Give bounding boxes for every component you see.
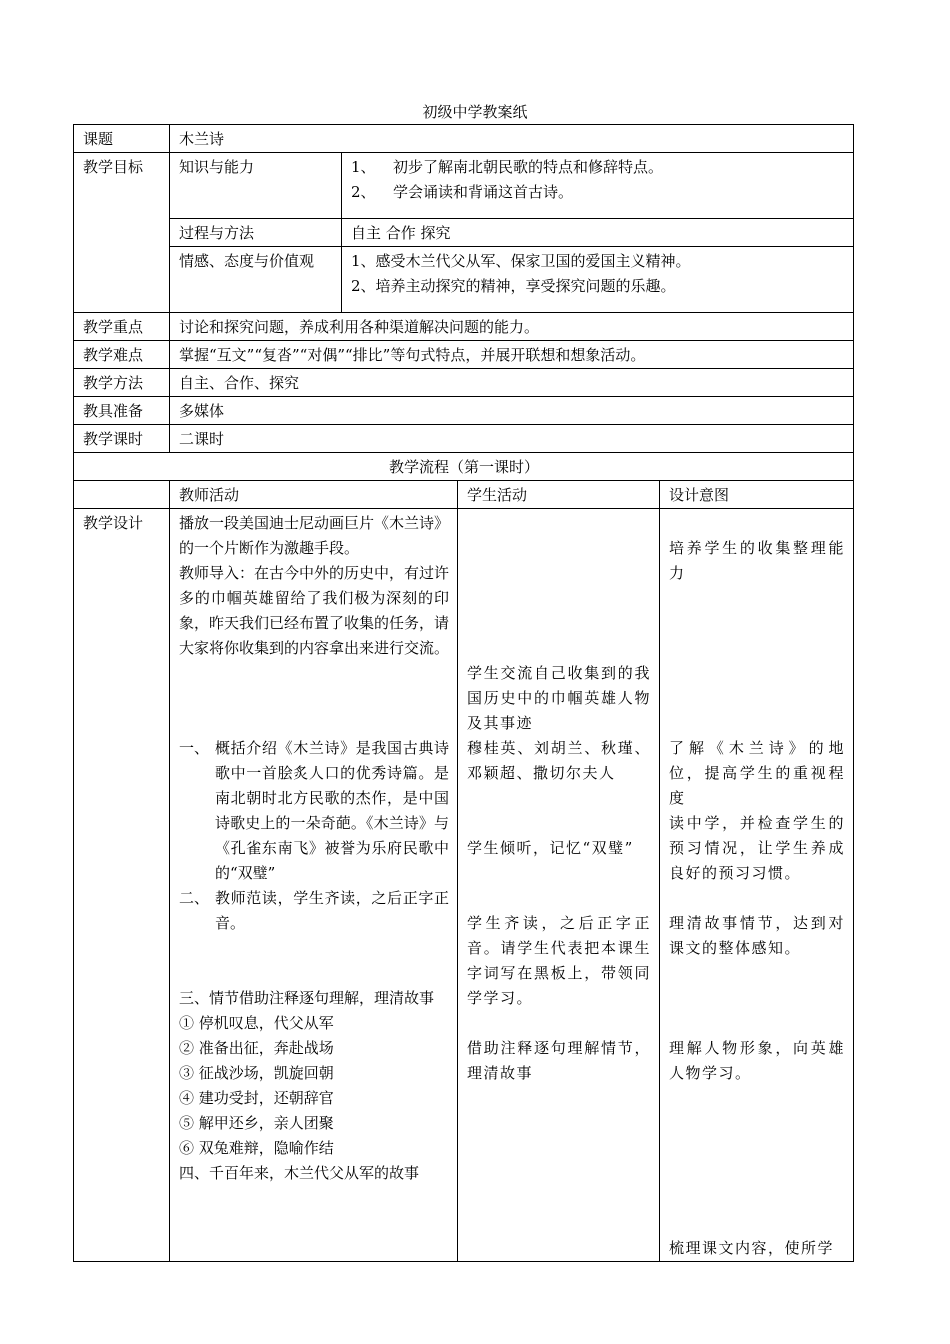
plot-item: ⑥ 双兔难辩，隐喻作结 [179,1139,334,1157]
plot-item: ⑤ 解甲还乡，亲人团聚 [179,1114,334,1132]
knowledge-items [342,153,854,219]
goals-knowledge-row [74,153,854,219]
flow-header-row [74,481,854,509]
intent-i5: 理解人物形象，向英雄人物学习。 [669,1039,846,1082]
intent-i4: 理清故事情节，达到对课文的整体感知。 [669,914,846,957]
student-s1b: 穆桂英、刘胡兰、秋瑾、邓颖超、撒切尔夫人 [467,739,651,782]
hours-row [74,425,854,453]
key-point-row [74,313,854,341]
emotion-item: 1、感受木兰代父从军、保家卫国的爱国主义精神。 [351,252,691,270]
plot-item: ④ 建功受封，还朝辞官 [179,1089,334,1107]
student-header: 学生活动 [458,481,660,509]
design-intent [660,509,854,1262]
plot-list [179,1011,449,1161]
flow-header-empty [74,481,170,509]
key-point-label: 教学重点 [74,313,170,341]
method-label: 教学方法 [74,369,170,397]
page-title: 初级中学教案纸 [422,103,528,121]
process-label: 过程与方法 [170,219,342,247]
intent-i2: 了解《木兰诗》的地位，提高学生的重视程度 [669,739,846,807]
knowledge-item: 1、 初步了解南北朝民歌的特点和修辞特点。 [351,158,664,176]
tools-row [74,397,854,425]
plot-item: ② 准备出征，奔赴战场 [179,1039,334,1057]
topic-label: 课题 [74,125,170,153]
student-s1: 学生交流自己收集到的我国历史中的巾帼英雄人物及其事迹 [467,664,651,732]
emotion-items [342,247,854,313]
teacher-step4: 四、千百年来，木兰代父从军的故事 [179,1164,420,1182]
goals-process-row [74,219,854,247]
difficulty-row [74,341,854,369]
hours-label: 教学课时 [74,425,170,453]
flow-title: 教学流程（第一课时） [74,453,854,481]
method-value: 自主、合作、探究 [170,369,854,397]
student-s3: 学生齐读，之后正字正音。请学生代表把本课生字词写在黑板上，带领同学学习。 [467,914,651,1007]
design-row [74,509,854,1262]
topic-value: 木兰诗 [170,125,854,153]
intent-header: 设计意图 [660,481,854,509]
difficulty-value: 掌握“互文”“复沓”“对偶”“排比”等句式特点，并展开联想和想象活动。 [170,341,854,369]
tools-label: 教具准备 [74,397,170,425]
intent-i3: 读中学，并检查学生的预习情况，让学生养成良好的预习习惯。 [669,814,846,882]
teacher-intro2: 教师导入：在古今中外的历史中，有过许多的巾帼英雄留给了我们极为深刻的印象，昨天我们已经布置了收集的任务，请大家将你收集到的内容拿出来进行交流。 [179,564,450,657]
intent-i6: 梳理课文内容，使所学 [669,1239,835,1257]
teacher-step3: 三、情节借助注释逐句理解，理清故事 [179,989,435,1007]
key-point-value: 讨论和探究问题，养成利用各种渠道解决问题的能力。 [170,313,854,341]
student-s2: 学生倾听，记忆“双璧” [467,839,634,857]
teacher-header: 教师活动 [170,481,458,509]
goals-emotion-row [74,247,854,313]
teacher-intro1: 播放一段美国迪士尼动画巨片《木兰诗》的一个片断作为激趣手段。 [179,514,450,557]
student-s4: 借助注释逐句理解情节，理清故事 [467,1039,651,1082]
topic-row [74,125,854,153]
process-value: 自主 合作 探究 [342,219,854,247]
tools-value: 多媒体 [170,397,854,425]
knowledge-label: 知识与能力 [170,153,342,219]
emotion-item: 2、培养主动探究的精神，享受探究问题的乐趣。 [351,277,676,295]
teacher-step1: 一、 概括介绍《木兰诗》是我国古典诗歌中一首脍炙人口的优秀诗篇。是南北朝时北方民歌的杰作，是中国诗歌史上的一朵奇葩。《木兰诗》与《孔雀东南飞》被誉为乐府民歌中的“双璧” [179,739,449,882]
plot-item: ① 停机叹息，代父从军 [179,1014,334,1032]
student-activity [458,509,660,1262]
knowledge-item: 2、 学会诵读和背诵这首古诗。 [351,183,574,201]
teacher-step2: 二、 教师范读，学生齐读，之后正字正音。 [179,889,449,932]
difficulty-label: 教学难点 [74,341,170,369]
teacher-activity [170,509,458,1262]
plot-item: ③ 征战沙场，凯旋回朝 [179,1064,334,1082]
intent-i1: 培养学生的收集整理能力 [669,539,846,582]
goals-label: 教学目标 [74,153,170,313]
design-label: 教学设计 [74,509,170,1262]
hours-value: 二课时 [170,425,854,453]
method-row [74,369,854,397]
lesson-plan-table [73,124,854,1262]
flow-title-row [74,453,854,481]
emotion-label: 情感、态度与价值观 [170,247,342,313]
